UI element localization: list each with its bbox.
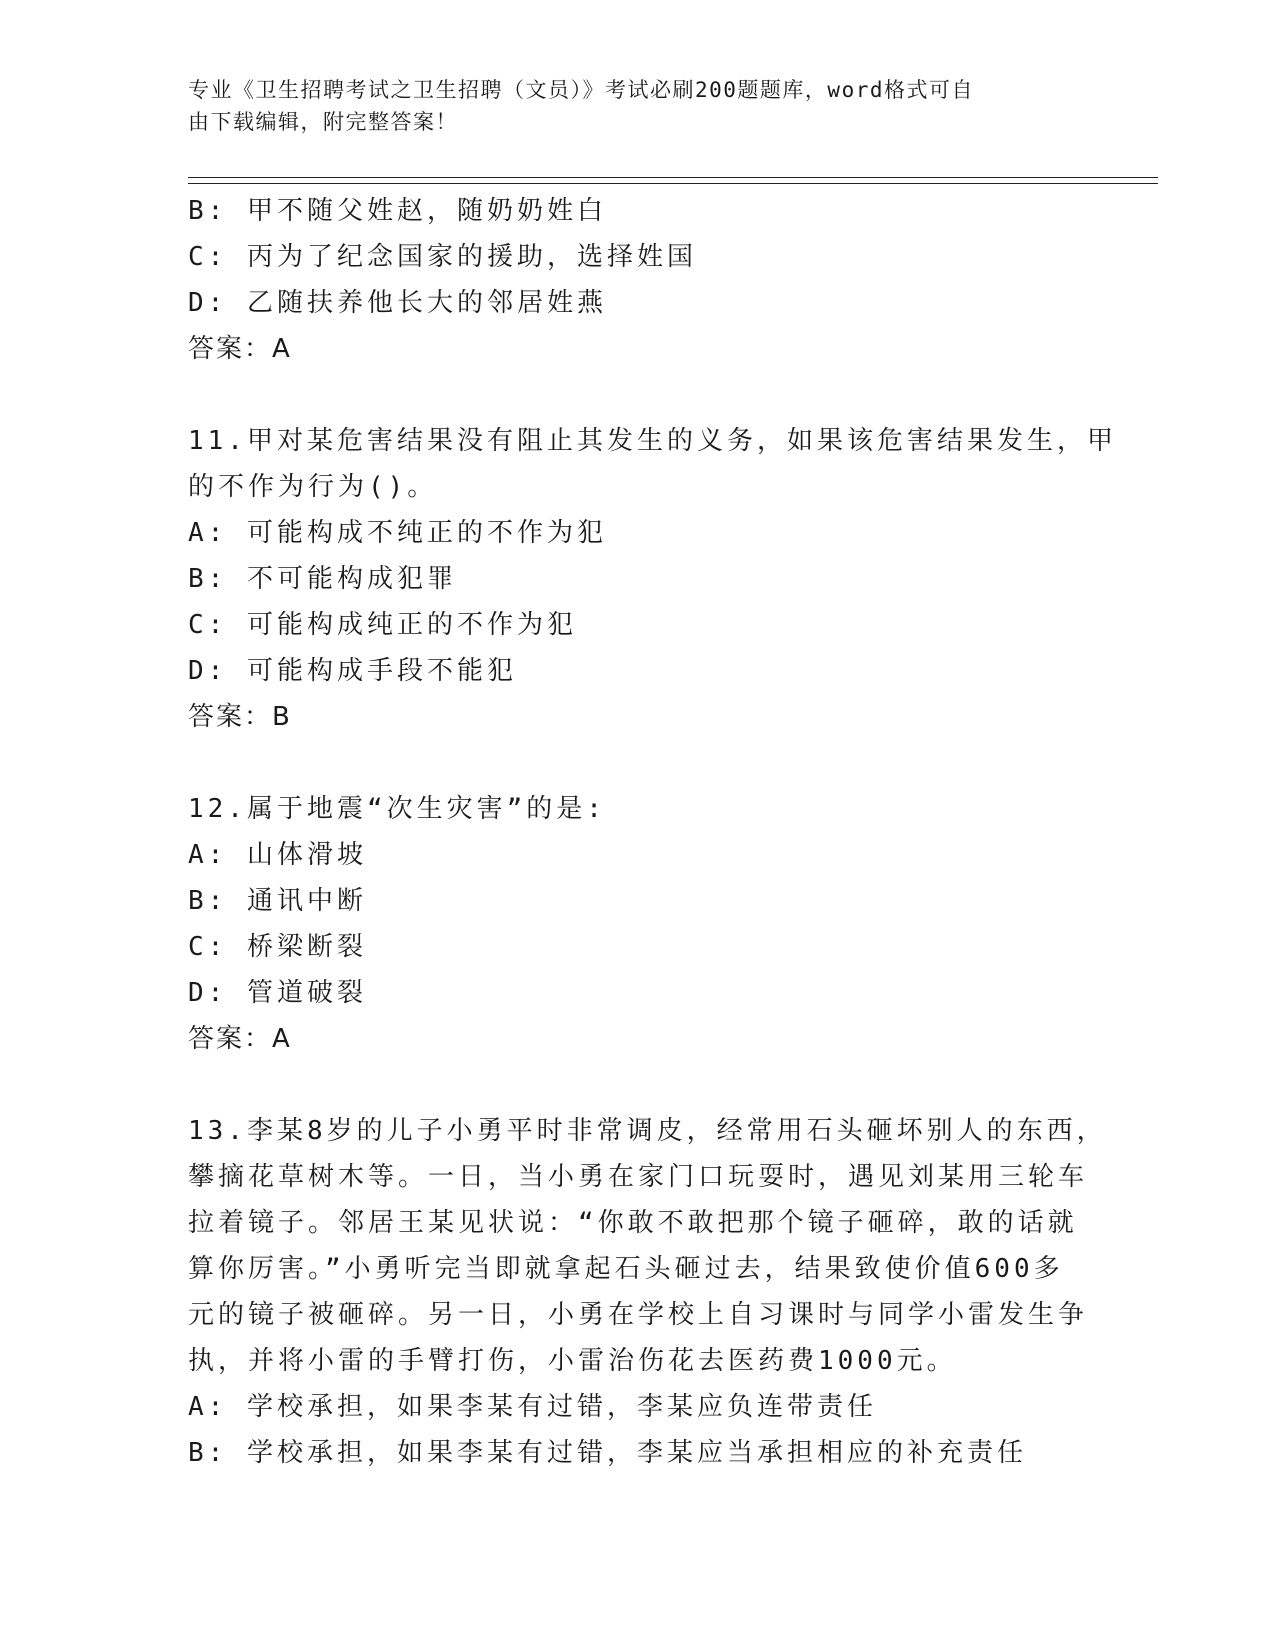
question-stem-line: 拉着镜子。邻居王某见状说：“你敢不敢把那个镜子砸碎，敢的话就: [188, 1208, 1078, 1238]
option-d: D: 管道破裂: [188, 978, 367, 1008]
spacer: [188, 1062, 1088, 1108]
question-stem-line: 算你厉害。”小勇听完当即就拿起石头砸过去，结果致使价值600多: [188, 1254, 1064, 1284]
option-b: B: 学校承担，如果李某有过错，李某应当承担相应的补充责任: [188, 1438, 1027, 1468]
option-c: C: 桥梁断裂: [188, 932, 367, 962]
header-line-1: 专业《卫生招聘考试之卫生招聘（文员）》考试必刷200题题库，word格式可自: [188, 78, 974, 102]
question-13: [188, 1108, 1107, 1476]
question-12: [188, 786, 1088, 1062]
answer: 答案：A: [188, 1024, 292, 1054]
header-line-2: 由下载编辑，附完整答案！: [188, 110, 458, 134]
spacer: [188, 740, 1088, 786]
question-stem-line: 攀摘花草树木等。一日，当小勇在家门口玩耍时，遇见刘某用三轮车: [188, 1162, 1089, 1192]
option-b: B: 甲不随父姓赵，随奶奶姓白: [188, 196, 607, 226]
question-10: [188, 188, 1088, 372]
option-a: A: 山体滑坡: [188, 840, 367, 870]
option-c: C: 可能构成纯正的不作为犯: [188, 610, 577, 640]
question-stem-line: 13.李某8岁的儿子小勇平时非常调皮，经常用石头砸坏别人的东西，: [188, 1116, 1107, 1146]
question-11: [188, 418, 1117, 740]
option-b: B: 通讯中断: [188, 886, 367, 916]
question-stem-line: 的不作为行为()。: [188, 472, 438, 502]
header-divider-top: [188, 177, 1158, 178]
question-stem-line: 11.甲对某危害结果没有阻止其发生的义务，如果该危害结果发生，甲: [188, 426, 1117, 456]
spacer: [188, 372, 1088, 418]
option-c: C: 丙为了纪念国家的援助，选择姓国: [188, 242, 697, 272]
question-list: [188, 188, 1117, 1476]
option-d: D: 乙随扶养他长大的邻居姓燕: [188, 288, 607, 318]
option-b: B: 不可能构成犯罪: [188, 564, 457, 594]
header-divider-bottom: [188, 183, 1158, 184]
document-header: [188, 74, 1068, 138]
answer: 答案：A: [188, 334, 292, 364]
question-stem-line: 元的镜子被砸碎。另一日，小勇在学校上自习课时与同学小雷发生争: [188, 1300, 1089, 1330]
option-a: A: 学校承担，如果李某有过错，李某应负连带责任: [188, 1392, 877, 1422]
question-stem-line: 12.属于地震“次生灾害”的是:: [188, 794, 606, 824]
option-d: D: 可能构成手段不能犯: [188, 656, 517, 686]
answer: 答案：B: [188, 702, 292, 732]
option-a: A: 可能构成不纯正的不作为犯: [188, 518, 607, 548]
question-stem-line: 执，并将小雷的手臂打伤，小雷治伤花去医药费1000元。: [188, 1346, 957, 1376]
